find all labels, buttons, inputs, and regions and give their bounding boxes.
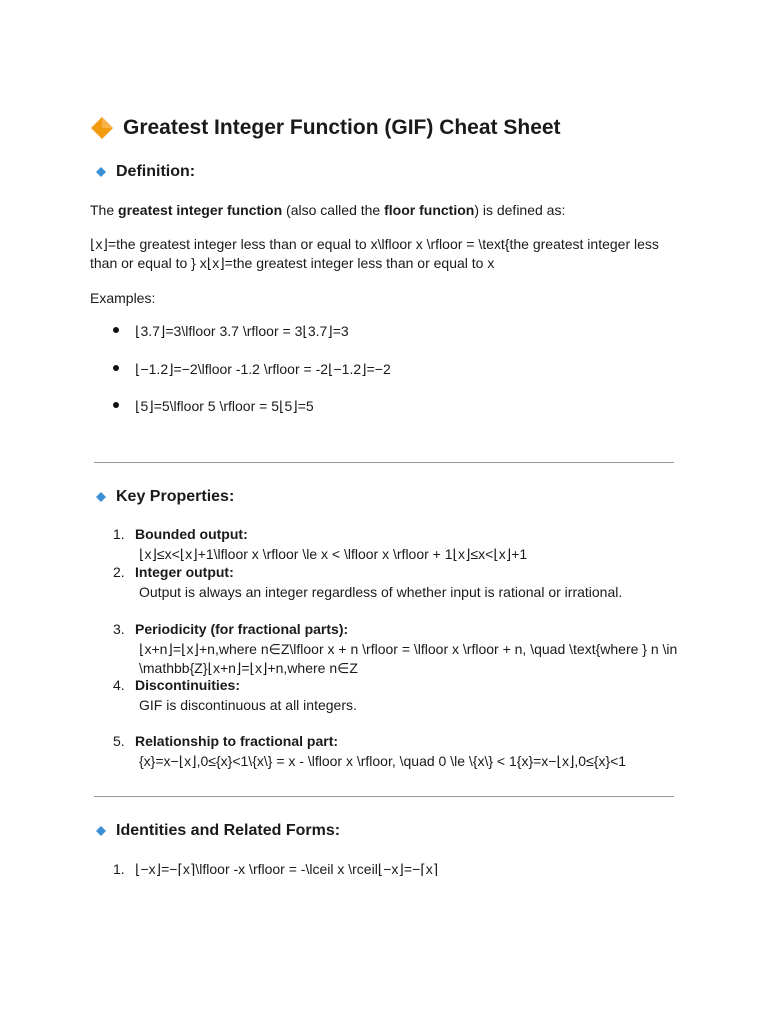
property-body: ⌊x+n⌋=⌊x⌋+n,where n∈Z\lfloor x + n \rfloor = \lfloor x \rfloor + n, \quad \text{where } n \in \mathbb{Z}⌊x+n⌋=⌊x⌋+n,where n∈Z (139, 641, 678, 676)
example-item (113, 361, 391, 378)
intro-bold-term: greatest integer function (118, 202, 283, 218)
list-number: 1. (113, 861, 125, 877)
section-divider (94, 796, 674, 797)
orange-diamond-icon (90, 116, 114, 140)
examples-label: Examples: (90, 290, 156, 306)
page-title-text: Greatest Integer Function (GIF) Cheat Sheet (123, 116, 561, 139)
identities-heading-text: Identities and Related Forms: (116, 822, 341, 839)
property-title: Integer output: (135, 564, 234, 580)
list-number: 3. (113, 621, 125, 637)
list-number: 4. (113, 677, 125, 693)
page-title (90, 116, 561, 140)
property-title: Periodicity (for fractional parts): (135, 621, 349, 637)
property-title: Discontinuities: (135, 677, 241, 693)
example-item (113, 398, 314, 415)
property-item (113, 564, 683, 604)
key-properties-heading-text: Key Properties: (116, 488, 235, 505)
example-text: ⌊3.7⌋=3\lfloor 3.7 \rfloor = 3⌊3.7⌋=3 (135, 323, 349, 339)
definition-heading (96, 163, 195, 181)
identity-text: ⌊−x⌋=−⌈x⌉\lfloor -x \rfloor = -\lceil x \rceil⌊−x⌋=−⌈x⌉ (135, 861, 439, 877)
intro-text: (also called the (282, 202, 385, 218)
list-number: 5. (113, 733, 125, 749)
bullet-dot-icon (113, 327, 119, 333)
property-item (113, 621, 683, 681)
identities-heading (96, 822, 340, 840)
property-body: GIF is discontinuous at all integers. (139, 697, 357, 713)
property-body: Output is always an integer regardless of whether input is rational or irrational. (139, 584, 623, 600)
property-body: {x}=x−⌊x⌋,0≤{x}<1\{x\} = x - \lfloor x \rfloor, \quad 0 \le \{x\} < 1{x}=x−⌊x⌋,0≤{x}<1 (139, 753, 627, 769)
property-body: ⌊x⌋≤x<⌊x⌋+1\lfloor x \rfloor \le x < \lfloor x \rfloor + 1⌊x⌋≤x<⌊x⌋+1 (139, 546, 528, 562)
definition-intro (90, 201, 670, 220)
blue-diamond-icon (96, 167, 106, 177)
blue-diamond-icon (96, 826, 106, 836)
bullet-dot-icon (113, 365, 119, 371)
list-number: 1. (113, 526, 125, 542)
intro-text: The (90, 202, 119, 218)
example-text: ⌊−1.2⌋=−2\lfloor -1.2 \rfloor = -2⌊−1.2⌋=−2 (135, 361, 391, 377)
list-number: 2. (113, 564, 125, 580)
definition-formula: ⌊x⌋=the greatest integer less than or equal to x\lfloor x \rfloor = \text{the greatest integer less than or equal to } x⌊x⌋=the greatest integer less than or equal to x (90, 236, 659, 271)
property-item (113, 526, 683, 566)
intro-text: ) is defined as: (474, 202, 566, 218)
section-divider (94, 462, 674, 463)
definition-heading-text: Definition: (116, 163, 196, 180)
property-title: Relationship to fractional part: (135, 733, 339, 749)
bullet-dot-icon (113, 402, 119, 408)
property-item (113, 677, 683, 717)
key-properties-heading (96, 488, 234, 506)
blue-diamond-icon (96, 492, 106, 502)
identity-item (113, 861, 683, 881)
property-title: Bounded output: (135, 526, 248, 542)
property-item (113, 733, 683, 773)
example-text: ⌊5⌋=5\lfloor 5 \rfloor = 5⌊5⌋=5 (135, 398, 314, 414)
example-item (113, 323, 349, 340)
intro-bold-term: floor function (384, 202, 475, 218)
